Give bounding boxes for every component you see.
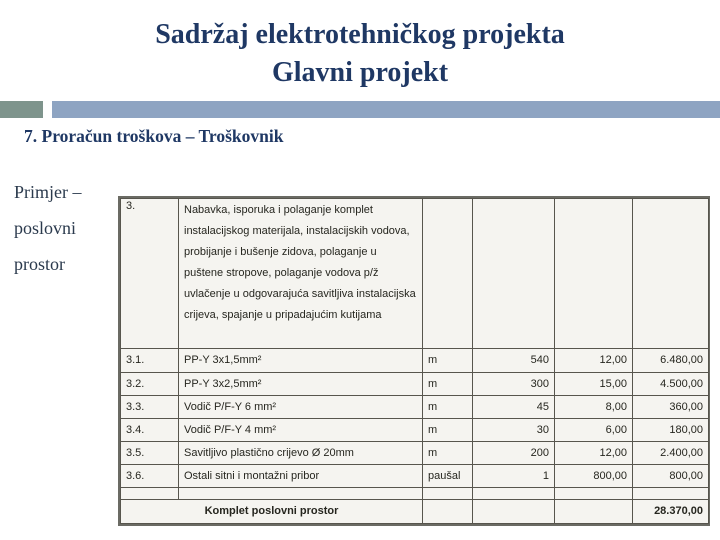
table-row <box>121 349 709 372</box>
cell-quantity: 300 <box>473 372 555 395</box>
cell-total: 4.500,00 <box>633 372 709 395</box>
cell-total: 800,00 <box>633 464 709 487</box>
cell-unit: paušal <box>423 464 473 487</box>
cell-unit-price: 12,00 <box>555 441 633 464</box>
cell-empty <box>555 487 633 499</box>
cell-empty <box>633 487 709 499</box>
slide-title-line2: Glavni projekt <box>271 57 449 88</box>
cell-description: PP-Y 3x1,5mm² <box>179 349 423 372</box>
cell-unit: m <box>423 372 473 395</box>
cell-quantity: 30 <box>473 418 555 441</box>
cell-item-no: 3.3. <box>121 395 179 418</box>
cell-quantity: 200 <box>473 441 555 464</box>
cell-item-no: 3.2. <box>121 372 179 395</box>
cell-item-no: 3.6. <box>121 464 179 487</box>
cell-total <box>633 199 709 349</box>
cell-empty <box>423 487 473 499</box>
table-row <box>121 464 709 487</box>
cell-empty <box>423 499 473 523</box>
cell-unit: m <box>423 349 473 372</box>
cell-description: Nabavka, isporuka i polaganje komplet instalacijskog materijala, instalacijskih vodova, probijanje i bušenje zidova, polaganje u puštene stropove, polaganje vodova p/ž uvlačenje u odgovarajuća savitljiva instalacijska crijeva, spajanje u pripadajućim kutijama <box>179 199 423 349</box>
table-row <box>121 418 709 441</box>
cell-empty <box>121 487 179 499</box>
cell-description: Ostali sitni i montažni pribor <box>179 464 423 487</box>
cell-unit-price <box>555 199 633 349</box>
cell-description: PP-Y 3x2,5mm² <box>179 372 423 395</box>
cell-total: 360,00 <box>633 395 709 418</box>
cell-total: 2.400,00 <box>633 441 709 464</box>
cell-description: Vodič P/F-Y 6 mm² <box>179 395 423 418</box>
cell-unit: m <box>423 395 473 418</box>
side-note-line2: poslovni <box>14 218 77 238</box>
cell-item-no: 3. <box>121 199 179 349</box>
table-row-intro <box>121 199 709 349</box>
cell-empty <box>473 499 555 523</box>
table-row-footer <box>121 499 709 523</box>
table-row <box>121 372 709 395</box>
section-heading: 7. Proračun troškova – Troškovnik <box>24 126 284 146</box>
cell-unit-price: 8,00 <box>555 395 633 418</box>
accent-bar <box>52 101 720 118</box>
cell-unit-price: 6,00 <box>555 418 633 441</box>
cell-quantity <box>473 199 555 349</box>
side-note <box>14 174 82 282</box>
cell-unit-price: 15,00 <box>555 372 633 395</box>
cell-total: 6.480,00 <box>633 349 709 372</box>
accent-square <box>0 101 43 118</box>
cell-description: Savitljivo plastično crijevo Ø 20mm <box>179 441 423 464</box>
slide-title-line1: Sadržaj elektrotehničkog projekta <box>155 19 565 50</box>
cell-empty <box>555 499 633 523</box>
slide-title <box>0 16 720 92</box>
cell-footer-label: Komplet poslovni prostor <box>121 499 423 523</box>
cell-quantity: 45 <box>473 395 555 418</box>
cell-total: 180,00 <box>633 418 709 441</box>
cell-unit-price: 800,00 <box>555 464 633 487</box>
side-note-line1: Primjer – <box>14 182 82 202</box>
cell-quantity: 540 <box>473 349 555 372</box>
cell-unit <box>423 199 473 349</box>
table-row <box>121 441 709 464</box>
cell-item-no: 3.4. <box>121 418 179 441</box>
side-note-line3: prostor <box>14 254 65 274</box>
cell-footer-total: 28.370,00 <box>633 499 709 523</box>
cell-unit: m <box>423 418 473 441</box>
cell-unit-price: 12,00 <box>555 349 633 372</box>
cell-unit: m <box>423 441 473 464</box>
cost-table <box>118 196 710 526</box>
cell-item-no: 3.5. <box>121 441 179 464</box>
cell-empty <box>179 487 423 499</box>
table-row <box>121 395 709 418</box>
cell-item-no: 3.1. <box>121 349 179 372</box>
cell-empty <box>473 487 555 499</box>
cell-description: Vodič P/F-Y 4 mm² <box>179 418 423 441</box>
cell-quantity: 1 <box>473 464 555 487</box>
table-row-spacer <box>121 487 709 499</box>
